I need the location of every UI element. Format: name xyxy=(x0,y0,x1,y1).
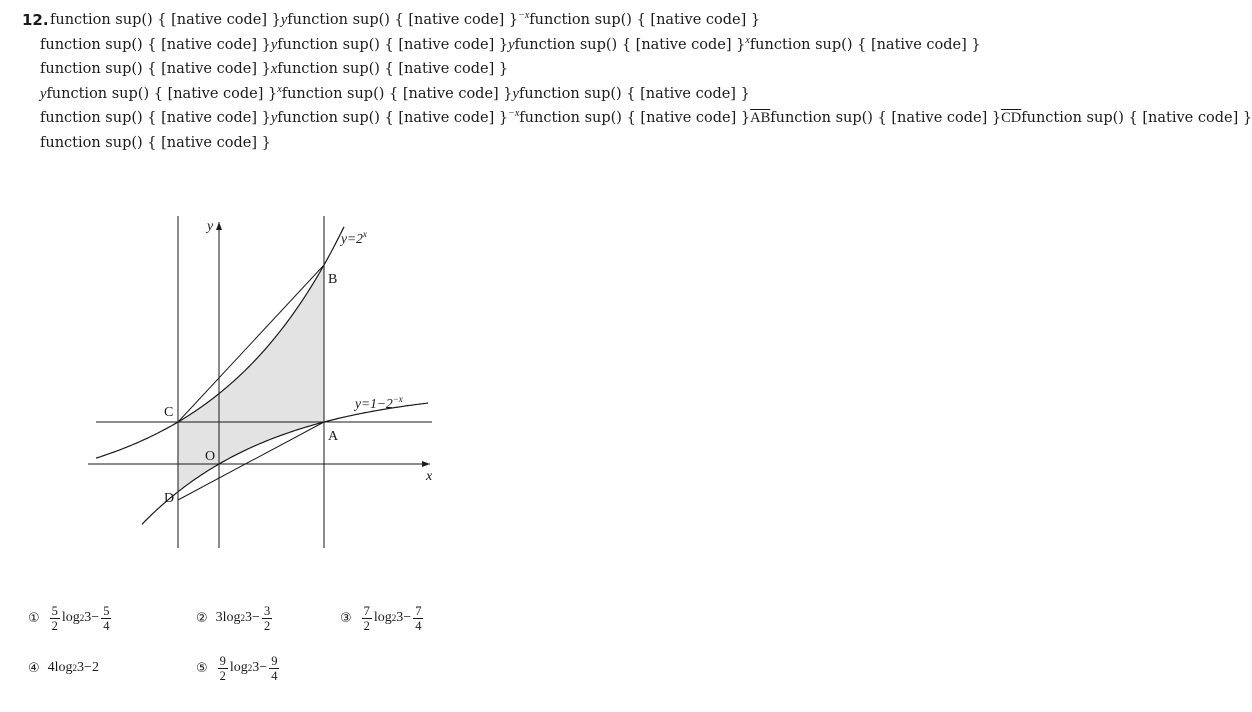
math-variable: y xyxy=(280,12,288,28)
origin-label: O xyxy=(205,449,216,464)
choice-number: ⑤ xyxy=(196,660,208,676)
log-base: 2 xyxy=(72,663,78,673)
choice-number: ④ xyxy=(28,660,40,676)
tail-fraction xyxy=(413,604,423,633)
y-axis-arrow xyxy=(216,222,222,230)
y-axis-label: y xyxy=(207,219,214,234)
minus-sign: − xyxy=(252,610,260,625)
numerator: 5 xyxy=(103,603,110,618)
math-variable: y xyxy=(270,36,278,53)
graph-figure xyxy=(0,0,530,560)
curve-label-exponent: x xyxy=(362,229,367,239)
denominator: 4 xyxy=(103,618,110,633)
math-exponent: x xyxy=(277,83,282,95)
coefficient-fraction xyxy=(362,604,372,633)
text-segment: function sup() { [native code] } xyxy=(1021,110,1252,126)
coefficient: 4 xyxy=(47,660,55,675)
point-label-B: B xyxy=(328,272,338,287)
x-axis-arrow xyxy=(422,461,430,467)
math-exponent: x xyxy=(745,34,750,46)
segment-overline: $\overline{CD}$ xyxy=(1001,110,1022,126)
numerator: 3 xyxy=(263,603,271,618)
choice-number: ③ xyxy=(340,610,352,626)
numerator: 7 xyxy=(363,603,370,618)
math-variable: y xyxy=(508,36,515,53)
minus-sign: − xyxy=(91,610,100,625)
log-argument: 3 xyxy=(84,610,92,625)
text-segment: function sup() { [native code] } xyxy=(40,61,271,77)
figure-content xyxy=(88,216,433,548)
tail-fraction xyxy=(101,604,111,633)
text-segment: function sup() { [native code] } xyxy=(514,36,746,53)
math-variable: y xyxy=(270,110,278,126)
minus-sign: − xyxy=(259,660,268,675)
text-segment: function sup() { [native code] } xyxy=(40,36,271,53)
text-segment: function sup() { [native code] } xyxy=(749,36,981,53)
curve-label-2-to-x: $y=2^x$ xyxy=(341,229,367,246)
minus-sign: − xyxy=(84,660,92,675)
denominator: 4 xyxy=(271,668,278,683)
log-text: log xyxy=(61,610,80,625)
log-argument: 3 xyxy=(245,610,253,625)
curve-label-1-minus-2-to-minus-x: $y=1-2^{-x}$ xyxy=(355,394,403,411)
text-segment: function sup() { [native code] } xyxy=(277,110,509,126)
math-variable: x xyxy=(270,61,278,77)
denominator: 2 xyxy=(363,618,370,633)
log-text: log xyxy=(229,660,248,675)
tail-fraction xyxy=(262,604,272,633)
log-text: log xyxy=(54,660,73,675)
coefficient-fraction xyxy=(218,654,228,683)
text-segment: function sup() { [native code] } xyxy=(529,12,761,28)
log-base: 2 xyxy=(391,613,397,623)
choice-5[interactable] xyxy=(196,648,281,688)
question-number: 12. xyxy=(22,11,49,29)
choice-number: ② xyxy=(196,610,208,626)
choice-1[interactable] xyxy=(28,598,113,638)
segment-overline: $\overline{AB}$ xyxy=(750,110,771,126)
choice-3[interactable] xyxy=(340,598,425,638)
coefficient-fraction xyxy=(50,604,60,633)
minus-sign: − xyxy=(403,610,412,625)
text-segment: function sup() { [native code] } xyxy=(518,85,750,102)
denominator: 2 xyxy=(51,618,58,633)
coefficient: 3 xyxy=(215,610,223,625)
text-segment: function sup() { [native code] } xyxy=(287,12,519,28)
log-argument: 3 xyxy=(252,660,260,675)
denominator: 2 xyxy=(219,668,226,683)
text-segment: function sup() { [native code] } xyxy=(40,134,271,151)
curve-label-exponent: −x xyxy=(392,394,403,404)
point-label-A: A xyxy=(328,429,339,444)
log-text: log xyxy=(222,610,241,625)
choice-2[interactable] xyxy=(196,598,274,638)
x-axis-label: x xyxy=(426,469,433,484)
numerator: 9 xyxy=(219,653,226,668)
numerator: 9 xyxy=(271,653,278,668)
choice-number: ① xyxy=(28,610,40,626)
tail-fraction xyxy=(269,654,279,683)
log-base: 2 xyxy=(240,613,246,623)
math-exponent: −x xyxy=(518,10,530,22)
tail-value: 2 xyxy=(91,660,99,675)
math-variable: y xyxy=(512,85,519,102)
shaded-region xyxy=(178,265,324,492)
text-segment: function sup() { [native code] } xyxy=(281,85,513,102)
choice-4[interactable] xyxy=(28,648,99,688)
text-segment: function sup() { [native code] } xyxy=(50,12,281,28)
text-segment: function sup() { [native code] } xyxy=(770,110,1002,126)
answer-choices xyxy=(28,598,518,698)
log-argument: 3 xyxy=(77,660,85,675)
numerator: 7 xyxy=(415,603,422,618)
numerator: 5 xyxy=(51,603,58,618)
math-exponent: −x xyxy=(508,108,520,120)
denominator: 2 xyxy=(263,618,271,633)
math-variable: y xyxy=(40,85,47,102)
text-segment: function sup() { [native code] } xyxy=(277,61,509,77)
choice-row-1 xyxy=(28,598,518,648)
log-argument: 3 xyxy=(396,610,404,625)
text-segment: function sup() { [native code] } xyxy=(277,36,509,53)
point-label-D: D xyxy=(164,491,175,506)
log-base: 2 xyxy=(247,663,253,673)
text-segment: function sup() { [native code] } xyxy=(46,85,278,102)
log-base: 2 xyxy=(79,613,85,623)
text-segment: function sup() { [native code] } xyxy=(519,110,751,126)
denominator: 4 xyxy=(415,618,422,633)
text-segment: function sup() { [native code] } xyxy=(40,110,271,126)
point-label-C: C xyxy=(164,405,174,420)
choice-row-2 xyxy=(28,648,518,698)
log-text: log xyxy=(373,610,392,625)
